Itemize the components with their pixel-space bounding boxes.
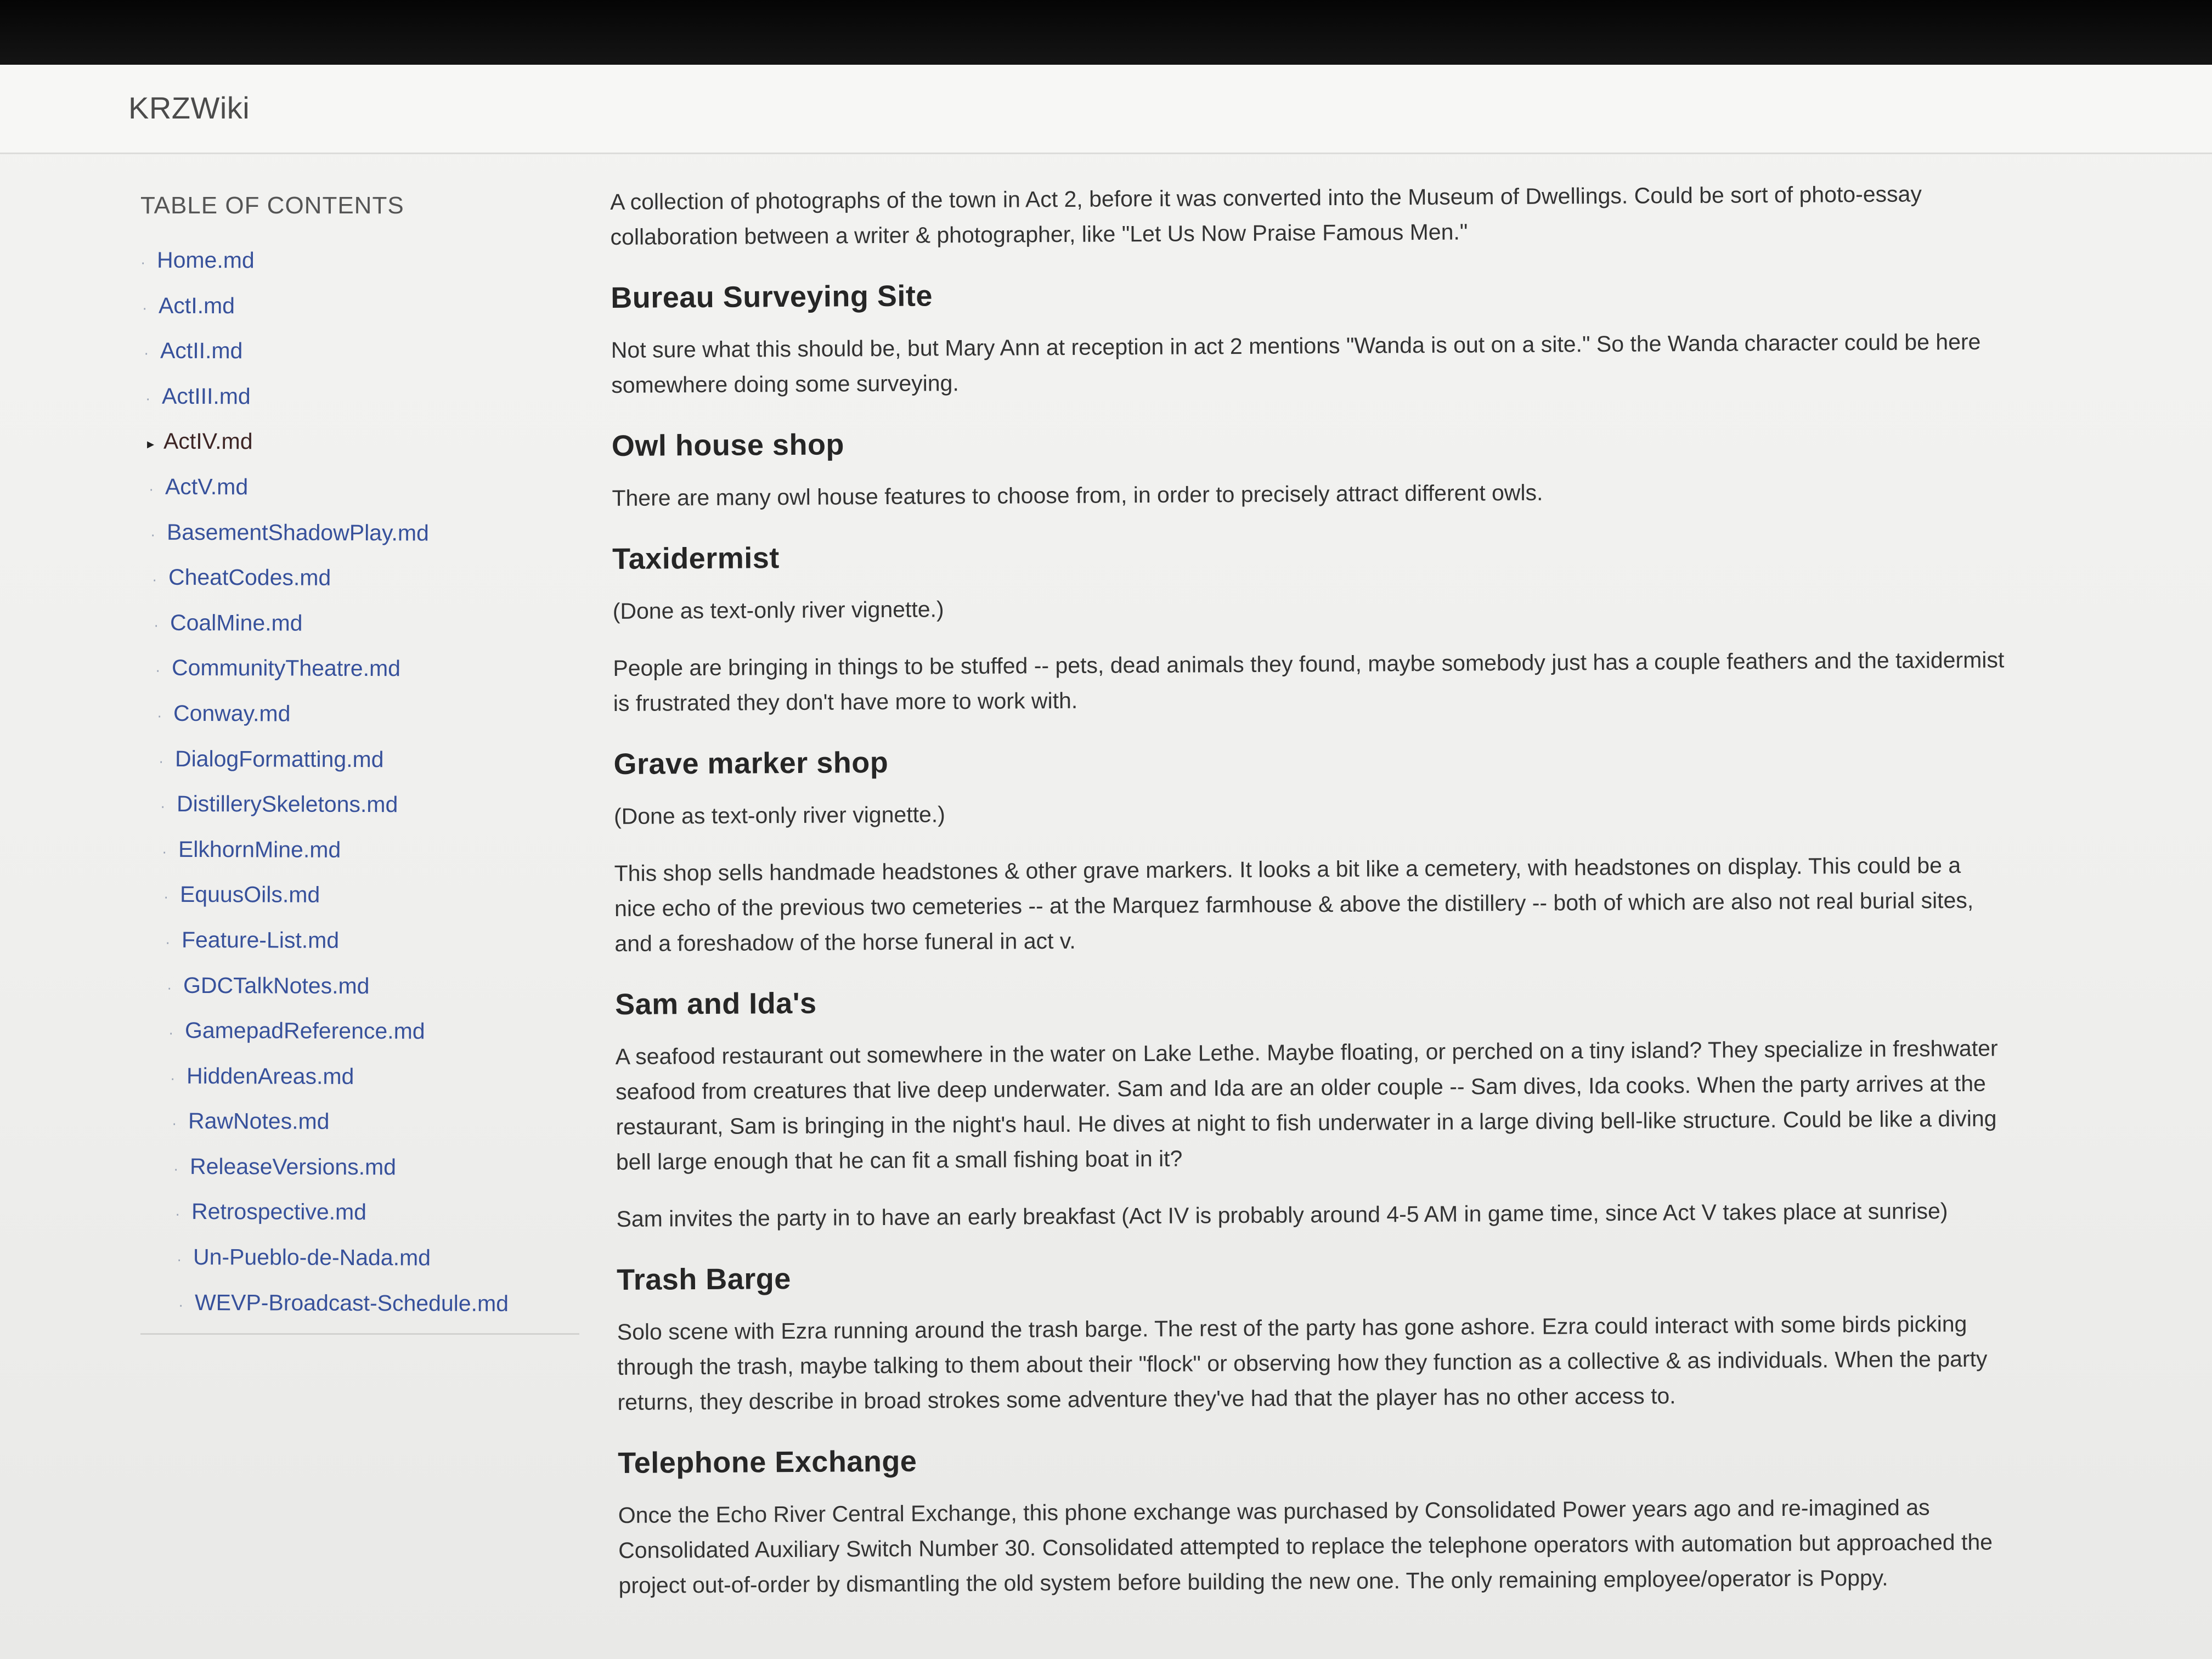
bullet-icon: ·	[155, 662, 161, 679]
section-paragraph: There are many owl house features to choose from, in order to precisely attract different owls.	[612, 479, 1543, 511]
section-heading-grave-marker-shop: Grave marker shop	[613, 746, 889, 781]
site-brand-link[interactable]: KRZWiki	[128, 91, 250, 125]
toc-item-activ[interactable]	[140, 419, 579, 465]
bullet-icon: ·	[160, 797, 166, 815]
active-bullet-icon: ▸	[146, 436, 155, 453]
toc-item-actiii[interactable]	[140, 373, 579, 420]
toc-item-label[interactable]: GamepadReference.md	[184, 1017, 425, 1044]
toc-item-label[interactable]: RawNotes.md	[188, 1108, 330, 1135]
bullet-icon: ·	[140, 253, 146, 271]
section-heading-sam-and-ida-s: Sam and Ida's	[614, 986, 817, 1021]
toc-item-label[interactable]: BasementShadowPlay.md	[166, 519, 429, 546]
section-paragraph: Sam invites the party in to have an early breakfast (Act IV is probably around 4-5 AM in game time, since Act V takes place at sunrise)	[616, 1198, 1948, 1232]
toc-item-label[interactable]: HiddenAreas.md	[186, 1063, 354, 1089]
section-paragraph: People are bringing in things to be stuffed -- pets, dead animals they found, maybe somebody just has a couple feathers and the taxidermist is frustrated they don't have more to work with.	[613, 647, 2005, 716]
browser-viewport	[0, 65, 2212, 1659]
toc-item-basementshadowplay[interactable]	[140, 509, 579, 556]
bullet-icon: ·	[150, 526, 156, 543]
toc-item-distilleryskeletons[interactable]	[140, 781, 579, 828]
bullet-icon: ·	[174, 1205, 180, 1223]
toc-item-elkhornmine[interactable]	[140, 826, 579, 873]
bullet-icon: ·	[170, 1069, 176, 1087]
toc-item-gamepadreference[interactable]	[140, 1008, 579, 1054]
bullet-icon: ·	[173, 1160, 179, 1177]
toc-item-label[interactable]: Un-Pueblo-de-Nada.md	[193, 1244, 431, 1271]
toc-item-coalmine[interactable]	[140, 600, 579, 646]
bullet-icon: ·	[171, 1115, 177, 1132]
bullet-icon: ·	[143, 344, 149, 362]
toc-item-label[interactable]: EquusOils.md	[179, 882, 320, 908]
section-heading-owl-house-shop: Owl house shop	[611, 428, 845, 462]
section-paragraph: Not sure what this should be, but Mary Ann at reception in act 2 mentions "Wanda is out on a site." So the Wanda character could be here somewhere doing some surveying.	[611, 329, 1981, 398]
toc-item-gdctalknotes[interactable]	[140, 962, 579, 1009]
toc-item-hiddenareas[interactable]	[140, 1053, 579, 1099]
toc-item-retrospective[interactable]	[140, 1189, 579, 1235]
toc-item-label[interactable]: CoalMine.md	[170, 610, 303, 636]
toc-item-label[interactable]: Home.md	[156, 247, 255, 273]
toc-item-label[interactable]: ActII.md	[160, 337, 243, 364]
bullet-icon: ·	[153, 616, 159, 634]
toc-item-label[interactable]: WEVP-Broadcast-Schedule.md	[194, 1289, 509, 1316]
toc-item-label[interactable]: ElkhornMine.md	[178, 836, 341, 862]
toc-item-label[interactable]: Conway.md	[173, 700, 291, 726]
toc-item-home[interactable]	[140, 238, 579, 284]
toc-item-acti[interactable]	[140, 283, 579, 329]
bullet-icon: ·	[142, 299, 148, 317]
article-intro: A collection of photographs of the town in Act 2, before it was converted into the Museum of Dwellings. Could be sort of photo-essay collaboration between a writer & photographer, like "Let Us Now Praise Famous Men."	[610, 181, 1922, 250]
toc-item-actv[interactable]	[140, 464, 579, 511]
section-paragraph: (Done as text-only river vignette.)	[612, 596, 944, 624]
bullet-icon: ·	[156, 707, 162, 724]
toc-title: TABLE OF CONTENTS	[140, 192, 404, 219]
toc-item-label[interactable]: ReleaseVersions.md	[189, 1153, 397, 1180]
section-paragraph: Once the Echo River Central Exchange, this phone exchange was purchased by Consolidated Power years ago and re-imagined as Consolidated Auxiliary Switch Number 30. Consolidated attempted to replace the telephone operators with automation but approached the project out-of-order by dismantling the old system before building the new one. The only remaining employee/operator is Poppy.	[618, 1494, 1993, 1598]
toc-item-label[interactable]: ActIV.md	[163, 428, 253, 454]
toc-item-feature-list[interactable]	[140, 917, 579, 964]
table-of-contents-sidebar	[140, 192, 579, 1335]
bullet-icon: ·	[145, 390, 151, 407]
toc-item-label[interactable]: DistillerySkeletons.md	[176, 791, 398, 817]
bullet-icon: ·	[161, 843, 167, 860]
bullet-icon: ·	[178, 1296, 184, 1313]
toc-item-wevp-broadcast-schedule[interactable]	[140, 1279, 579, 1326]
bullet-icon: ·	[148, 480, 154, 498]
article-content	[610, 176, 2012, 1624]
monitor-bezel	[0, 0, 2212, 67]
section-paragraph: A seafood restaurant out somewhere in the water on Lake Lethe. Maybe floating, or perched on a tiny island? They specialize in freshwater seafood from creatures that live deep underwater. Sam and Ida are an older couple -- Sam dives, Ida cooks. When the party arrives at the restaurant, Sam is bringing in the night's haul. He dives at night to fish underwater in a large diving bell-like structure. Could be like a diving bell large enough that he can fit a small fishing boat in it?	[615, 1035, 1998, 1175]
top-navbar	[0, 65, 2212, 154]
toc-item-releaseversions[interactable]	[140, 1143, 579, 1190]
bullet-icon: ·	[163, 888, 169, 906]
toc-list	[140, 238, 579, 1335]
toc-item-un-pueblo-de-nada[interactable]	[140, 1234, 579, 1281]
section-paragraph: (Done as text-only river vignette.)	[613, 802, 946, 829]
bullet-icon: ·	[166, 979, 172, 996]
section-heading-bureau-surveying-site: Bureau Surveying Site	[611, 279, 933, 314]
section-heading-trash-barge: Trash Barge	[617, 1262, 792, 1296]
toc-item-label[interactable]: ActIII.md	[161, 383, 251, 409]
section-heading-telephone-exchange: Telephone Exchange	[618, 1444, 917, 1480]
section-paragraph: This shop sells handmade headstones & other grave markers. It looks a bit like a cemetery, with headstones on display. This could be a nice echo of the previous two cemeteries -- at the Marquez farmhouse & above the distillery -- both of which are also not real burial sites, and a foreshadow of the horse funeral in act v.	[614, 852, 1974, 956]
section-heading-taxidermist: Taxidermist	[612, 541, 780, 575]
toc-item-label[interactable]: CommunityTheatre.md	[171, 655, 401, 681]
bullet-icon: ·	[158, 752, 164, 770]
bullet-icon: ·	[165, 933, 171, 951]
toc-item-label[interactable]: ActI.md	[158, 292, 235, 318]
bullet-icon: ·	[151, 571, 157, 588]
toc-item-label[interactable]: DialogFormatting.md	[174, 746, 384, 772]
bullet-icon: ·	[168, 1024, 174, 1041]
toc-item-label[interactable]: GDCTalkNotes.md	[183, 972, 370, 998]
toc-item-rawnotes[interactable]	[140, 1098, 579, 1145]
toc-item-dialogformatting[interactable]	[140, 736, 579, 782]
toc-item-label[interactable]: Feature-List.md	[181, 927, 340, 953]
bullet-icon: ·	[176, 1250, 182, 1268]
toc-item-label[interactable]: Retrospective.md	[191, 1199, 367, 1225]
toc-item-communitytheatre[interactable]	[140, 645, 579, 692]
toc-item-conway[interactable]	[140, 691, 579, 737]
section-paragraph: Solo scene with Ezra running around the trash barge. The rest of the party has gone ashore. Ezra could interact with some birds picking through the trash, maybe talking to them about their "flock" or observing how they function as a collective & as individuals. When the party returns, they describe in broad strokes some adventure they've had that the player has no other access to.	[617, 1311, 1988, 1415]
toc-item-label[interactable]: CheatCodes.md	[168, 564, 331, 590]
toc-item-actii[interactable]	[140, 328, 579, 375]
toc-item-cheatcodes[interactable]	[140, 555, 579, 601]
toc-item-equusoils[interactable]	[140, 872, 579, 918]
toc-item-label[interactable]: ActV.md	[165, 473, 249, 500]
